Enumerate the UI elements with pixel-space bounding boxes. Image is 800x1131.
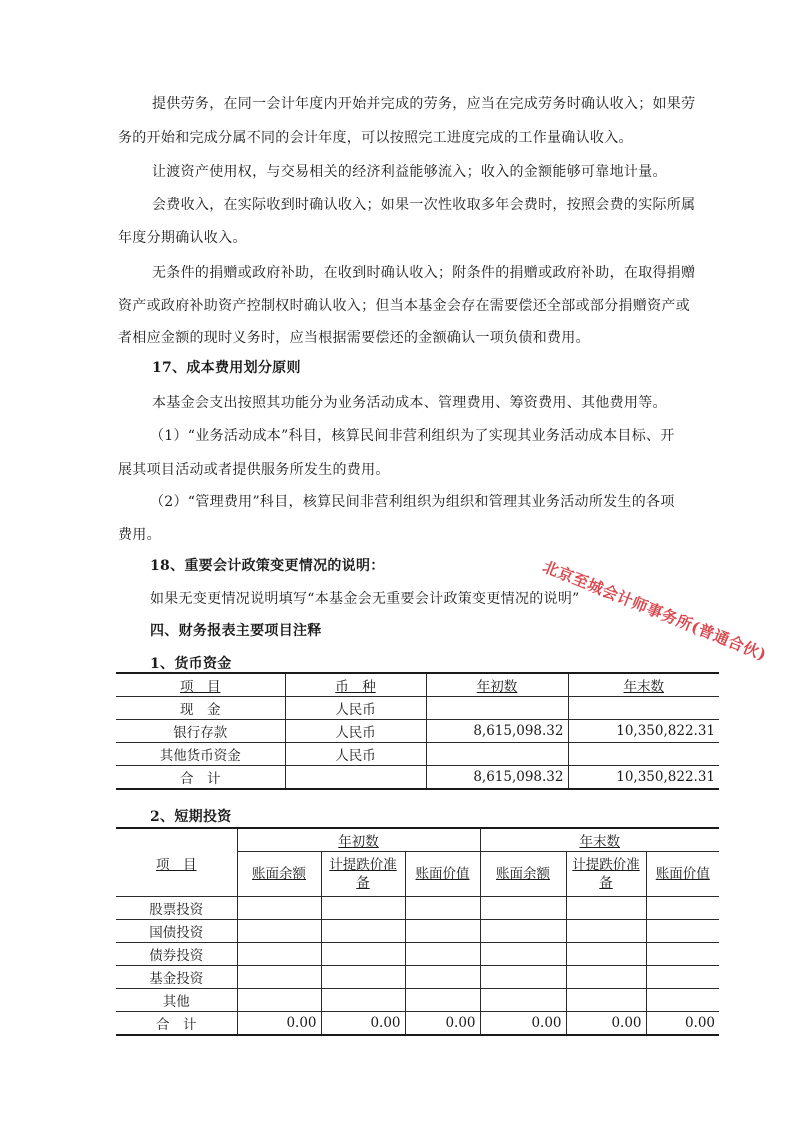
- table-row: [116, 743, 719, 766]
- currency-cell: [285, 766, 426, 790]
- table-row: [116, 720, 719, 743]
- value-cell: 8,615,098.32: [426, 766, 568, 790]
- table-header-row: [116, 828, 719, 852]
- column-header: 币 种: [285, 673, 426, 697]
- column-header: 计提跌价准备: [566, 852, 646, 897]
- value-cell: 0.00: [321, 1012, 405, 1036]
- value-cell: [321, 897, 405, 920]
- table-row: [116, 920, 719, 943]
- value-cell: [480, 943, 566, 966]
- currency-cell: 人民币: [285, 743, 426, 766]
- value-cell: [646, 989, 719, 1012]
- column-header: 年末数: [568, 673, 719, 697]
- table-row: [116, 897, 719, 920]
- value-cell: [566, 966, 646, 989]
- paragraph-line: 务的开始和完成分属不同的会计年度，可以按照完工进度完成的工作量确认收入。: [118, 130, 633, 146]
- value-cell: 0.00: [646, 1012, 719, 1036]
- value-cell: [405, 943, 480, 966]
- paragraph-line: （1）“业务活动成本”科目，核算民间非营利组织为了实现其业务活动成本目标、开: [150, 428, 675, 444]
- paragraph-line: 如果无变更情况说明填写“本基金会无重要会计政策变更情况的说明”: [150, 591, 580, 607]
- value-cell: [321, 966, 405, 989]
- table-total-row: [116, 1012, 719, 1036]
- cash-table: [116, 672, 719, 790]
- value-cell: 0.00: [480, 1012, 566, 1036]
- value-cell: [426, 697, 568, 720]
- value-cell: [426, 743, 568, 766]
- paragraph-line: 本基金会支出按照其功能分为业务活动成本、管理费用、筹资费用、其他费用等。: [152, 395, 667, 411]
- section-4-title: 四、财务报表主要项目注释: [150, 623, 322, 639]
- group-header: 年末数: [480, 828, 719, 852]
- value-cell: [237, 966, 321, 989]
- row-label: 现 金: [116, 697, 285, 720]
- value-cell: [405, 920, 480, 943]
- value-cell: [646, 943, 719, 966]
- section-18-title: 18、重要会计政策变更情况的说明：: [150, 558, 385, 574]
- paragraph-line: 让渡资产使用权，与交易相关的经济利益能够流入；收入的金额能够可靠地计量。: [152, 164, 667, 180]
- row-label: 合 计: [116, 766, 285, 790]
- short-term-investment-table: [116, 827, 719, 1036]
- table-row: [116, 697, 719, 720]
- column-header: 账面余额: [237, 852, 321, 897]
- value-cell: 8,615,098.32: [426, 720, 568, 743]
- value-cell: [566, 897, 646, 920]
- value-cell: [321, 943, 405, 966]
- currency-cell: 人民币: [285, 720, 426, 743]
- value-cell: [566, 920, 646, 943]
- table-row: [116, 989, 719, 1012]
- value-cell: [646, 966, 719, 989]
- firm-stamp: 北京至城会计师事务所(普通合伙): [540, 556, 770, 665]
- table1-title: 1、货币资金: [150, 656, 232, 672]
- paragraph-line: 费用。: [118, 527, 161, 543]
- value-cell: [646, 920, 719, 943]
- column-header: 账面价值: [646, 852, 719, 897]
- table2-title: 2、短期投资: [150, 809, 232, 825]
- paragraph-line: 者相应金额的现时义务时，应当根据需要偿还的金额确认一项负债和费用。: [118, 330, 590, 346]
- value-cell: [237, 989, 321, 1012]
- column-header: 账面价值: [405, 852, 480, 897]
- paragraph-line: 提供劳务，在同一会计年度内开始并完成的劳务，应当在完成劳务时确认收入；如果劳: [152, 96, 696, 112]
- value-cell: [646, 897, 719, 920]
- value-cell: 10,350,822.31: [568, 766, 719, 790]
- value-cell: [405, 966, 480, 989]
- value-cell: [405, 897, 480, 920]
- value-cell: [566, 989, 646, 1012]
- table-row: [116, 966, 719, 989]
- paragraph-line: 资产或政府补助资产控制权时确认收入；但当本基金会存在需要偿还全部或部分捐赠资产或: [118, 298, 690, 314]
- value-cell: [237, 943, 321, 966]
- currency-cell: 人民币: [285, 697, 426, 720]
- row-label: 合 计: [116, 1012, 237, 1036]
- row-label: 债券投资: [116, 943, 237, 966]
- row-label: 其他货币资金: [116, 743, 285, 766]
- value-cell: [237, 897, 321, 920]
- value-cell: 0.00: [405, 1012, 480, 1036]
- row-label: 基金投资: [116, 966, 237, 989]
- value-cell: [321, 989, 405, 1012]
- value-cell: 0.00: [237, 1012, 321, 1036]
- value-cell: [480, 897, 566, 920]
- row-label: 其他: [116, 989, 237, 1012]
- column-header: 账面余额: [480, 852, 566, 897]
- section-17-title: 17、成本费用划分原则: [152, 360, 301, 376]
- column-header: 年初数: [426, 673, 568, 697]
- paragraph-line: （2）“管理费用”科目，核算民间非营利组织为组织和管理其业务活动所发生的各项: [150, 494, 675, 510]
- value-cell: [480, 920, 566, 943]
- value-cell: 10,350,822.31: [568, 720, 719, 743]
- paragraph-line: 年度分期确认收入。: [118, 230, 247, 246]
- table-total-row: [116, 766, 719, 790]
- column-header: 计提跌价准备: [321, 852, 405, 897]
- row-label: 股票投资: [116, 897, 237, 920]
- value-cell: [480, 966, 566, 989]
- value-cell: [321, 920, 405, 943]
- table-row: [116, 943, 719, 966]
- value-cell: [237, 920, 321, 943]
- paragraph-line: 无条件的捐赠或政府补助，在收到时确认收入；附条件的捐赠或政府补助，在取得捐赠: [152, 265, 696, 281]
- paragraph-line: 展其项目活动或者提供服务所发生的费用。: [118, 462, 390, 478]
- row-label: 银行存款: [116, 720, 285, 743]
- table-header-row: [116, 673, 719, 697]
- paragraph-line: 会费收入，在实际收到时确认收入；如果一次性收取多年会费时，按照会费的实际所属: [152, 197, 696, 213]
- value-cell: 0.00: [566, 1012, 646, 1036]
- value-cell: [568, 697, 719, 720]
- value-cell: [405, 989, 480, 1012]
- value-cell: [480, 989, 566, 1012]
- value-cell: [566, 943, 646, 966]
- value-cell: [568, 743, 719, 766]
- column-header: 项 目: [116, 673, 285, 697]
- group-header: 年初数: [237, 828, 480, 852]
- column-header: 项 目: [116, 828, 237, 897]
- row-label: 国债投资: [116, 920, 237, 943]
